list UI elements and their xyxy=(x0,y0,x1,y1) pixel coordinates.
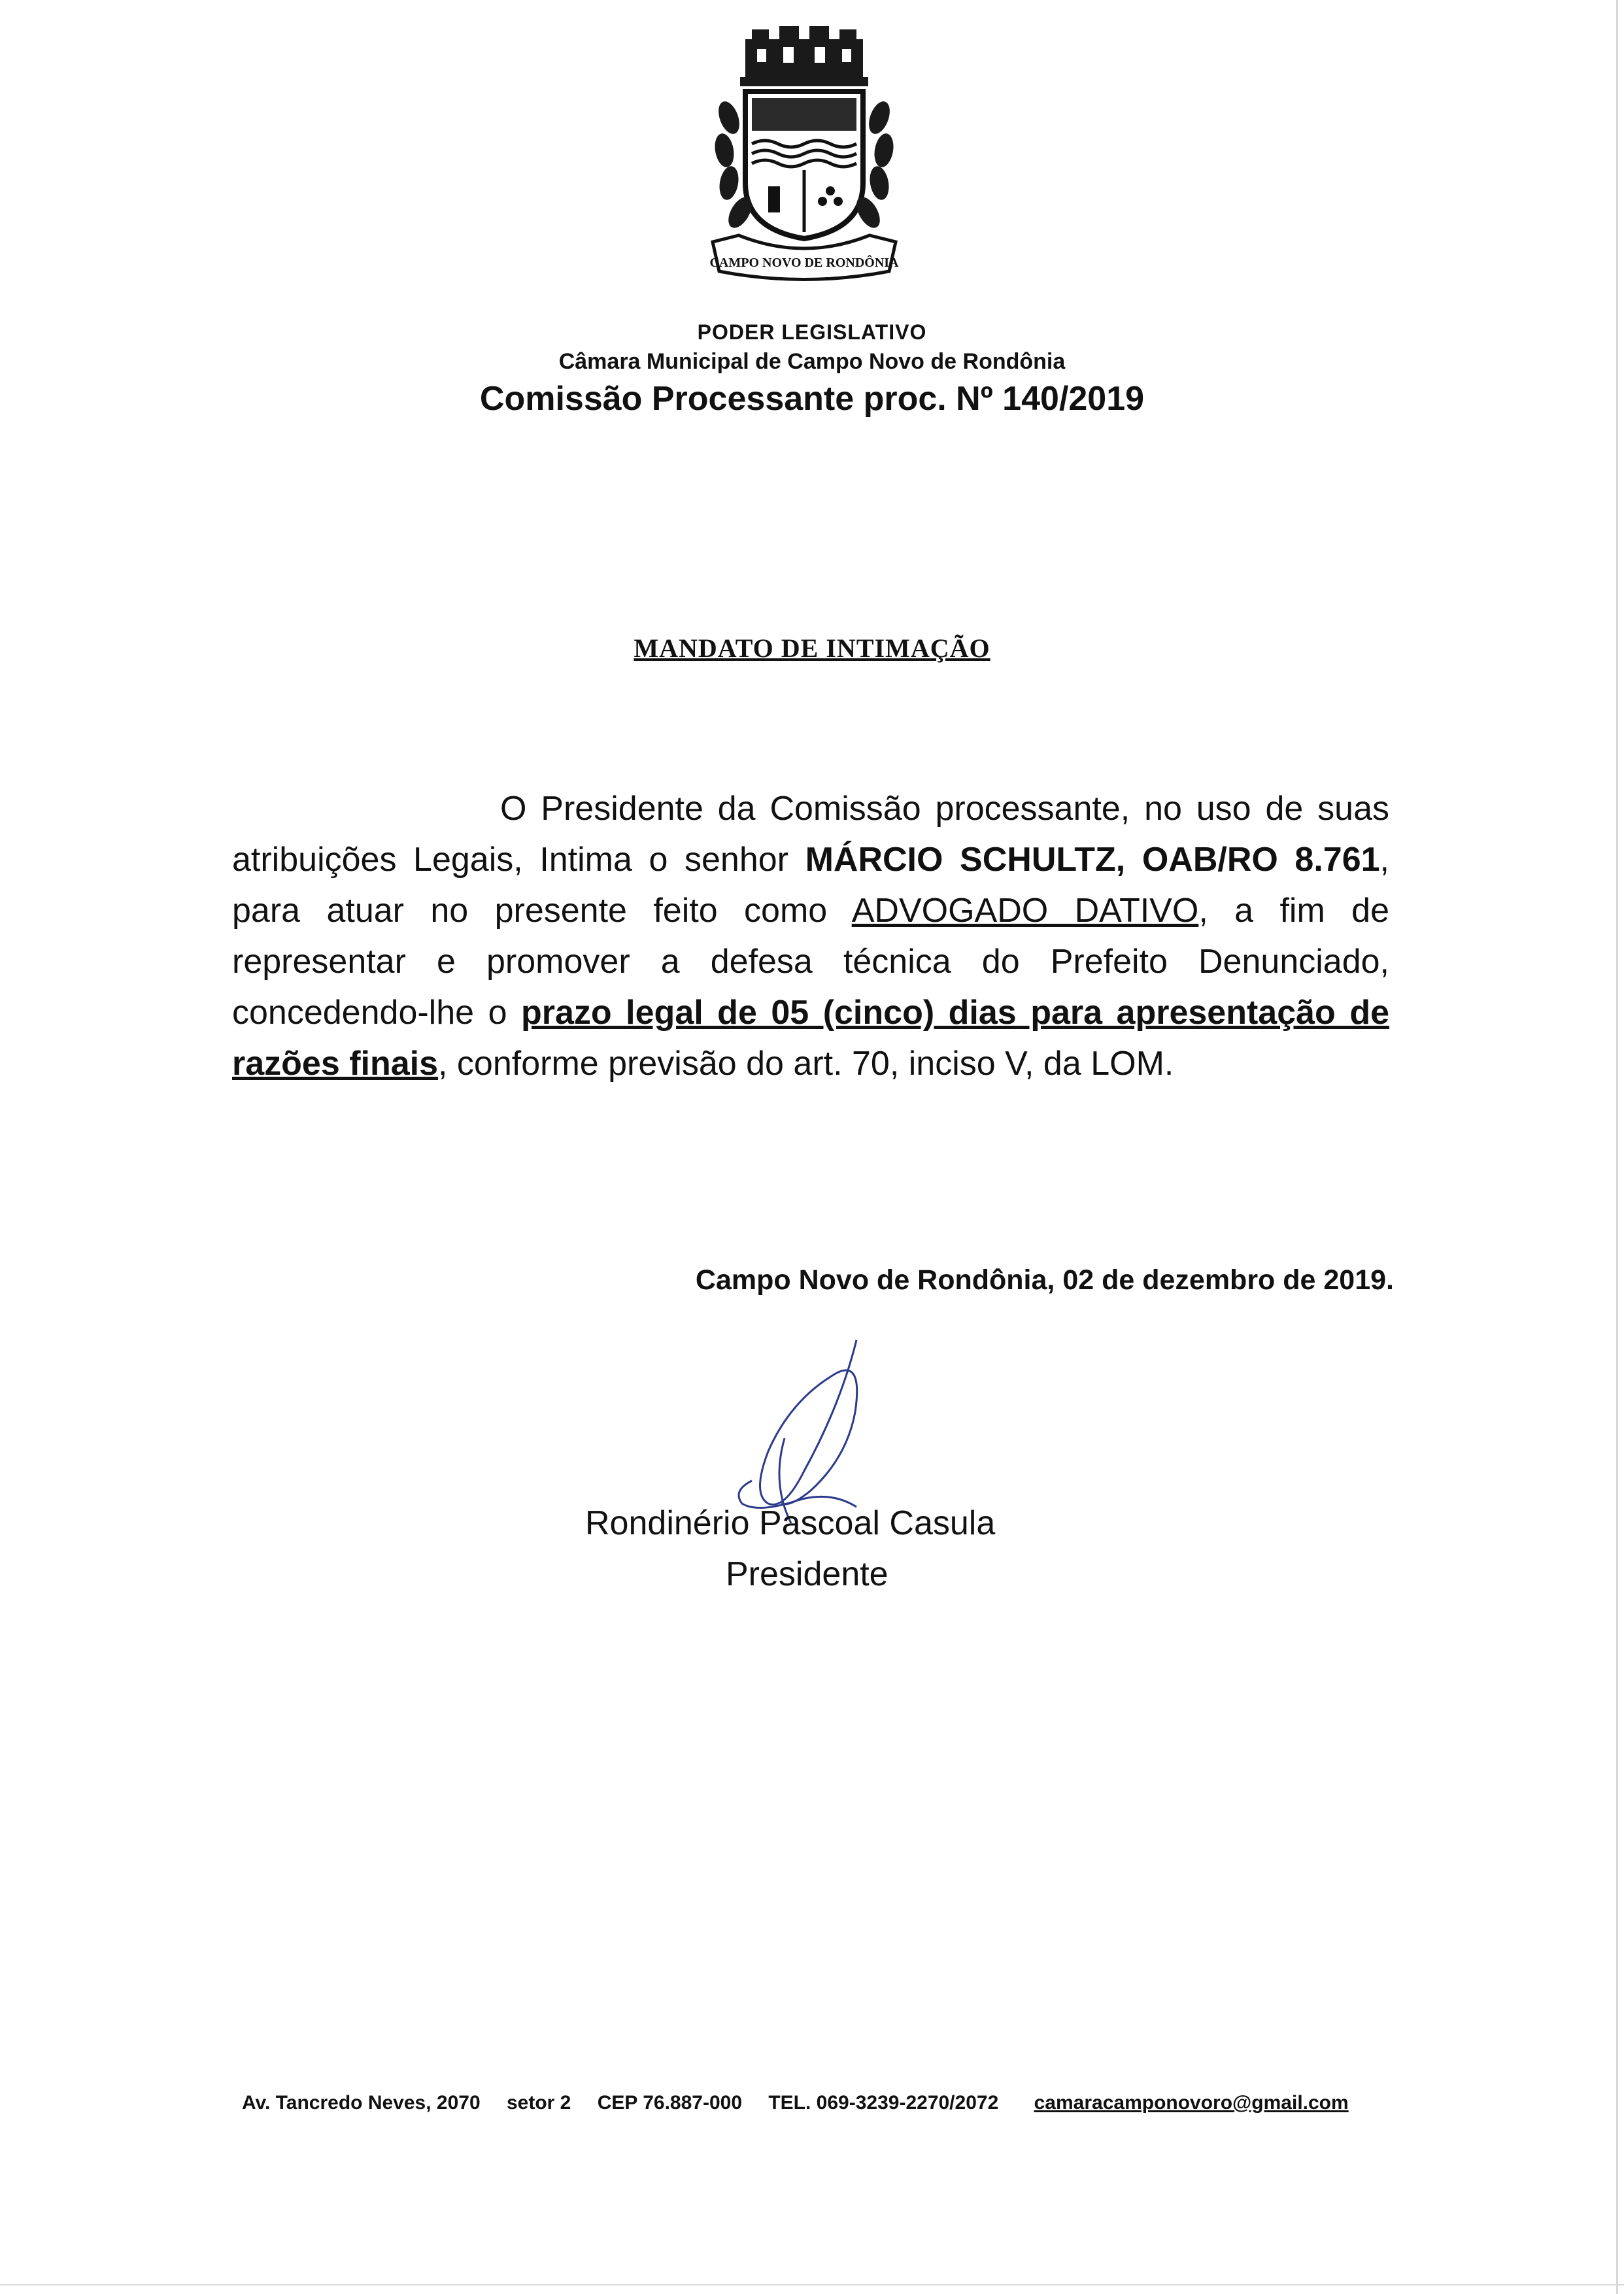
deadline-text: prazo legal de 05 (cinco) dias para apresentação de razões finais xyxy=(232,994,1390,1083)
place-and-date: Campo Novo de Rondônia, 02 de dezembro de 2019. xyxy=(695,1264,1394,1296)
assigned-role: ADVOGADO DATIVO xyxy=(851,892,1199,930)
header-camara-municipal: Câmara Municipal de Campo Novo de Rondônia xyxy=(558,349,1066,374)
header-poder-legislativo: PODER LEGISLATIVO xyxy=(697,320,927,344)
footer-email-link[interactable]: camaracamponovoro@gmail.com xyxy=(1034,2092,1349,2114)
signer-name: Rondinério Pascoal Casula xyxy=(585,1504,996,1542)
footer-contact xyxy=(242,2092,1349,2114)
header-comissao-processante: Comissão Processante proc. Nº 140/2019 xyxy=(479,380,1145,418)
intimated-person-name: MÁRCIO SCHULTZ, OAB/RO 8.761 xyxy=(805,841,1380,879)
document-title: MANDATO DE INTIMAÇÃO xyxy=(634,633,990,663)
signer-role: Presidente xyxy=(726,1555,888,1593)
footer-cep: CEP 76.887-000 xyxy=(597,2092,742,2114)
page-edge-bottom xyxy=(0,2284,1624,2286)
svg-text:CAMPO NOVO DE RONDÔNIA: CAMPO NOVO DE RONDÔNIA xyxy=(709,256,899,270)
footer-sector: setor 2 xyxy=(506,2092,571,2114)
shield-icon xyxy=(745,92,863,239)
mural-crown-icon xyxy=(740,26,868,86)
footer-address: Av. Tancredo Neves, 2070 xyxy=(242,2092,481,2114)
coat-of-arms-emblem xyxy=(700,20,909,294)
body-paragraph xyxy=(232,783,1389,1089)
footer-phone: TEL. 069-3239-2270/2072 xyxy=(768,2092,999,2114)
body-text-3: , a fim de representar e promover a defesa técnica do Prefeito Denunciado, concedendo-lhe o xyxy=(232,892,1389,1032)
body-text-2: , para atuar no presente feito como xyxy=(232,841,1389,930)
body-text-4: , conforme previsão do art. 70, inciso V, da LOM. xyxy=(438,1045,1174,1083)
emblem-ribbon xyxy=(709,235,899,280)
body-text-1: O Presidente da Comissão processante, no uso de suas atribuições Legais, Intima o senhor xyxy=(232,790,1389,879)
